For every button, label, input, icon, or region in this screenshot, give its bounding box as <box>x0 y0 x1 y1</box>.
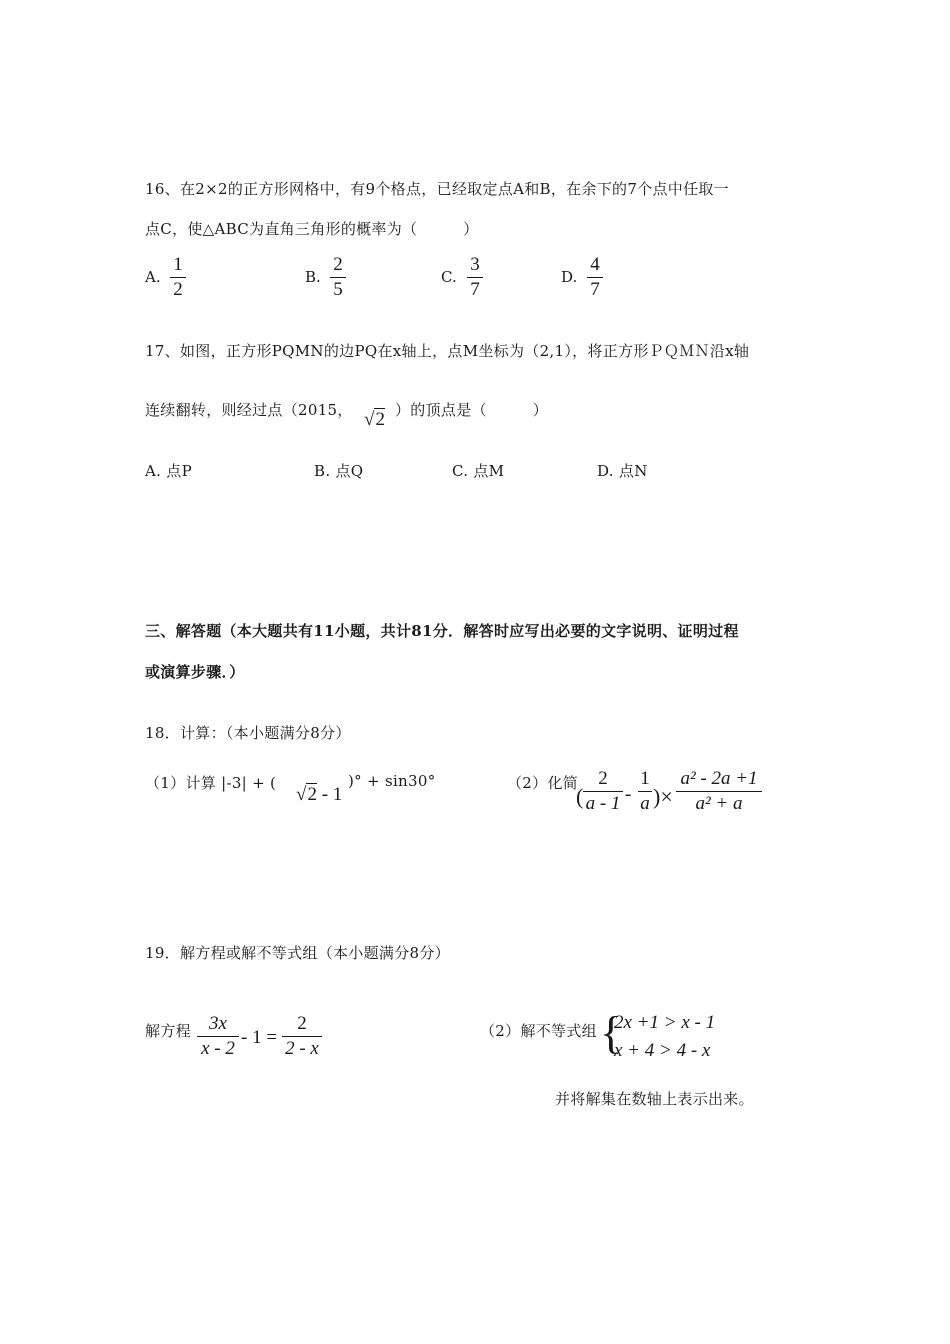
section3-heading-line2: 或演算步骤．） <box>145 663 245 681</box>
q19-title: 19．解方程或解不等式组（本小题满分8分） <box>145 944 450 962</box>
fraction-numerator: 3 <box>470 254 480 275</box>
fraction-3x-over-x-minus-2 <box>197 1013 239 1060</box>
fraction-denominator: x - 2 <box>201 1038 235 1059</box>
option-label: B. <box>305 268 321 286</box>
fraction-numerator: 1 <box>640 768 650 789</box>
q17-option-c: C. 点M <box>452 462 505 480</box>
fraction-numerator: 4 <box>590 254 600 275</box>
open-paren: ( <box>576 784 584 809</box>
q18-title: 18．计算：（本小题满分8分） <box>145 724 351 742</box>
fraction-denominator: 5 <box>333 279 343 300</box>
inequality-2: x + 4 > 4 - x <box>614 1040 711 1061</box>
option-fraction <box>467 254 483 301</box>
fraction-denominator: a² + a <box>695 793 743 814</box>
q17-option-a: A. 点P <box>145 462 192 480</box>
q16-line2: 点C，使△ABC为直角三角形的概率为（ ） <box>145 220 479 238</box>
fraction-denominator: 7 <box>590 279 600 300</box>
q17-option-d: D. 点N <box>597 462 648 480</box>
q18-part1-text-a: （1）计算 |-3| + ( <box>145 774 277 792</box>
fraction-polynomial <box>676 768 762 815</box>
section3-heading-line1: 三、解答题（本大题共有11小题，共计81分．解答时应写出必要的文字说明、证明过程 <box>145 622 739 640</box>
left-brace: { <box>600 1007 623 1058</box>
option-fraction <box>587 254 603 301</box>
option-label: D. <box>561 268 578 286</box>
minus-one-equals: - 1 = <box>241 1027 278 1048</box>
fraction-numerator: 3x <box>209 1013 227 1034</box>
q17-line1: 17、如图，正方形PQMN的边PQ在x轴上，点M坐标为（2,1），将正方形ＰＱＭＮ沿x轴 <box>145 342 750 360</box>
sqrt-radicand: 2 <box>307 784 317 805</box>
fraction-numerator: 2 <box>598 768 608 789</box>
fraction-numerator: 2 <box>297 1013 307 1034</box>
option-label: A. <box>145 268 161 286</box>
fraction-denominator: a <box>640 793 650 814</box>
close-paren-times: )× <box>653 784 673 809</box>
fraction-numerator: a² - 2a +1 <box>680 768 758 789</box>
q19-part1-label: 解方程 <box>145 1022 191 1040</box>
fraction-numerator: 1 <box>173 254 183 275</box>
option-fraction <box>170 254 186 301</box>
fraction-numerator: 2 <box>333 254 343 275</box>
minus-sign: - <box>625 784 632 805</box>
q17-line2-a: 连续翻转，则经过点（2015， <box>145 401 353 419</box>
q19-part2-note: 并将解集在数轴上表示出来。 <box>555 1090 754 1108</box>
q16-line1: 16、在2×2的正方形网格中，有9个格点，已经取定点A和B，在余下的7个点中任取一 <box>145 180 729 198</box>
minus-one: - 1 <box>316 784 343 805</box>
sqrt-radicand: 2 <box>375 409 385 430</box>
fraction-denominator: 2 <box>173 279 183 300</box>
fraction-denominator: 7 <box>470 279 480 300</box>
fraction-2-over-a-minus-1 <box>583 768 623 815</box>
fraction-1-over-a <box>638 768 652 815</box>
sqrt-symbol: √2 - 1 <box>296 784 343 805</box>
fraction-denominator: 2 - x <box>285 1038 319 1059</box>
q18-part2-label: （2）化简 <box>507 774 579 792</box>
sqrt-symbol: √2 <box>364 409 385 430</box>
q17-line2-b: ）的顶点是（ ） <box>395 401 549 419</box>
inequality-1: 2x +1 > x - 1 <box>614 1012 716 1033</box>
q18-part1-text-b: )° + sin30° <box>348 772 436 790</box>
fraction-2-over-2-minus-x <box>282 1013 322 1060</box>
option-fraction <box>330 254 346 301</box>
option-label: C. <box>441 268 457 286</box>
fraction-denominator: a - 1 <box>585 793 621 814</box>
q19-part2-label: （2）解不等式组 <box>480 1022 597 1040</box>
q17-option-b: B. 点Q <box>314 462 364 480</box>
